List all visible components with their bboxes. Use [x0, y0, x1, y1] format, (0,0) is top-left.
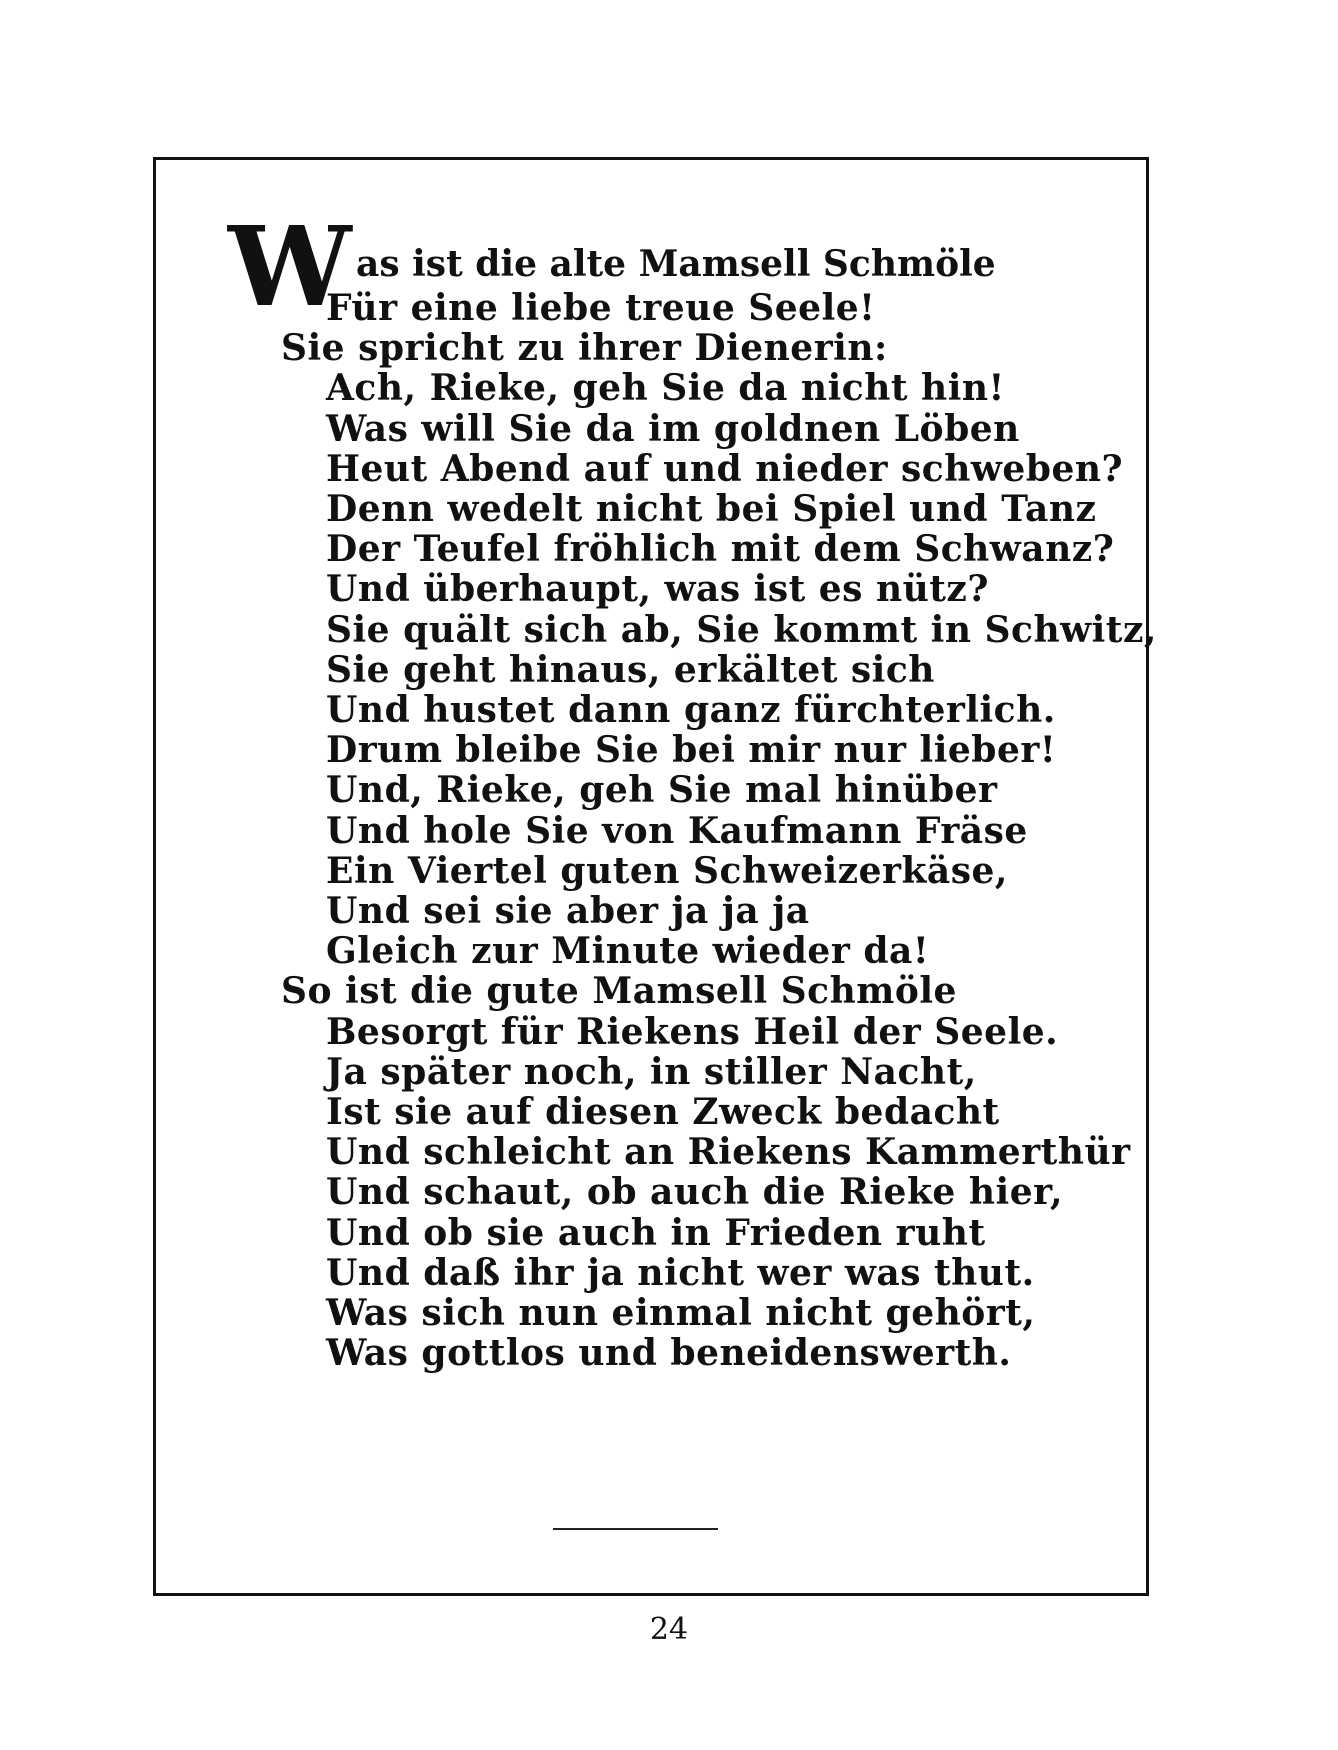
- poem-line: Und ob sie auch in Frieden ruht: [326, 1211, 986, 1254]
- poem-line: Ja später noch, in stiller Nacht,: [326, 1050, 977, 1093]
- poem-line: Und, Rieke, geh Sie mal hinüber: [326, 769, 998, 812]
- poem-line: Sie spricht zu ihrer Dienerin:: [281, 327, 888, 370]
- poem-line: So ist die gute Mamsell Schmöle: [281, 970, 957, 1013]
- drop-cap: W: [228, 202, 352, 331]
- poem-line: Ein Viertel guten Schweizerkäse,: [326, 849, 1008, 892]
- poem-line: Besorgt für Riekens Heil der Seele.: [326, 1010, 1059, 1053]
- poem-line: Und schleicht an Riekens Kammerthür: [326, 1131, 1131, 1174]
- poem-line: Für eine liebe treue Seele!: [326, 287, 876, 329]
- poem-line: Denn wedelt nicht bei Spiel und Tanz: [326, 488, 1097, 530]
- poem-line: Sie quält sich ab, Sie kommt in Schwitz,: [326, 608, 1157, 651]
- poem-line: Und überhaupt, was ist es nütz?: [326, 568, 989, 611]
- poem-line: Was sich nun einmal nicht gehört,: [326, 1292, 1036, 1334]
- poem-line: Drum bleibe Sie bei mir nur lieber!: [326, 729, 1057, 772]
- poem-line: Und daß ihr ja nicht wer was thut.: [326, 1251, 1035, 1294]
- poem-line: Was gottlos und beneidenswerth.: [326, 1332, 1012, 1375]
- poem-line: Der Teufel fröhlich mit dem Schwanz?: [326, 528, 1115, 571]
- poem-line: Ach, Rieke, geh Sie da nicht hin!: [326, 367, 1005, 410]
- poem-line: Und hustet dann ganz fürchterlich.: [326, 689, 1056, 731]
- poem-line: Und sei sie aber ja ja ja: [326, 890, 810, 932]
- closing-rule: [553, 1528, 718, 1530]
- poem-first-line: as ist die alte Mamsell Schmöle: [356, 243, 996, 285]
- poem-line: Sie geht hinaus, erkältet sich: [326, 648, 935, 691]
- poem: [156, 160, 1157, 1593]
- poem-line: Heut Abend auf und nieder schweben?: [326, 447, 1124, 490]
- page-frame: [153, 157, 1157, 1596]
- poem-line: Gleich zur Minute wieder da!: [326, 930, 930, 973]
- poem-line: Was will Sie da im goldnen Löben: [326, 407, 1020, 450]
- page-number: 24: [649, 1612, 689, 1647]
- poem-line: Und hole Sie von Kaufmann Fräse: [326, 809, 1028, 852]
- poem-line: Und schaut, ob auch die Rieke hier,: [326, 1171, 1063, 1214]
- poem-line: Ist sie auf diesen Zweck bedacht: [326, 1091, 1000, 1133]
